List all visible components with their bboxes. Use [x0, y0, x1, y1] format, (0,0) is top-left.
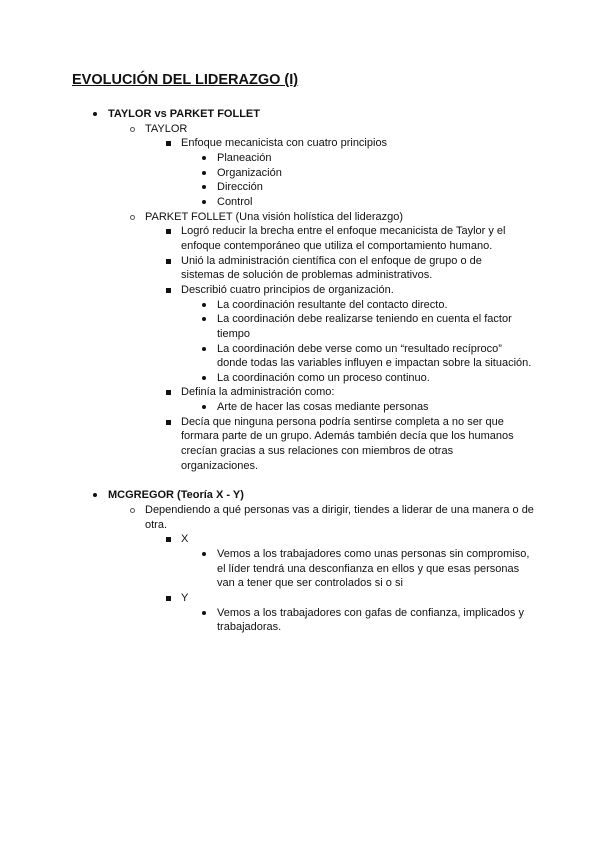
list-item-level-4: [217, 547, 532, 591]
list-item-text: Unió la administración científica con el enfoque de grupo o de sistemas de solución de problemas administrativos.: [181, 254, 482, 282]
list-item-level-4: [217, 195, 532, 210]
list-item-text: La coordinación debe verse como un “resultado recíproco” donde todas las variables influyen e impactan sobre la situación.: [217, 342, 532, 370]
list-item-text: Decía que ninguna persona podría sentirse completa a no ser que formara parte de un grupo. Además también decía que los humanos crecían gracias a sus relaciones con miembros de otras organizaciones.: [181, 415, 514, 472]
bullet-disc-icon: [93, 493, 97, 497]
list-item-level-4: [217, 312, 532, 341]
list-item-text: Arte de hacer las cosas mediante personas: [217, 401, 429, 414]
list-item-level-3: [181, 591, 526, 606]
list-item-level-4: [217, 371, 532, 386]
list-item-text: MCGREGOR (Teoría X - Y): [108, 489, 244, 502]
list-item-text: TAYLOR vs PARKET FOLLET: [108, 108, 260, 120]
list-item-level-4: [217, 606, 532, 635]
list-item-text: Vemos a los trabajadores como unas personas sin compromiso, el líder tendrá una desconfianza en ellos y que esas personas van a tener que ser controlados si o si: [217, 548, 530, 590]
list-item-level-3: [181, 415, 526, 474]
bullet-circle-icon: [130, 508, 135, 513]
bullet-disc-icon: [202, 185, 206, 189]
list-item-level-4: [217, 298, 532, 313]
bullet-square-icon: [166, 537, 171, 542]
bullet-disc-icon: [202, 611, 206, 615]
bullet-disc-icon: [202, 405, 206, 409]
bullet-disc-icon: [202, 376, 206, 380]
list-item-level-3: [181, 254, 526, 283]
list-item-level-4: [217, 180, 532, 195]
bullet-disc-icon: [202, 200, 206, 204]
list-item-text: Logró reducir la brecha entre el enfoque mecanicista de Taylor y el enfoque contemporáneo que utiliza el comportamiento humano.: [181, 225, 506, 252]
list-item-level-2: [145, 122, 535, 137]
list-item-level-4: [217, 400, 532, 415]
list-item-level-3: [181, 224, 526, 253]
list-item-text: Dependiendo a qué personas vas a dirigir, tiendes a liderar de una manera o de otra.: [145, 504, 534, 531]
list-item-level-4: [217, 151, 532, 166]
list-item-level-4: [217, 342, 532, 371]
bullet-square-icon: [166, 141, 171, 146]
bullet-disc-icon: [202, 171, 206, 175]
list-item-level-2: [145, 210, 535, 225]
bullet-disc-icon: [202, 347, 206, 351]
bullet-square-icon: [166, 259, 171, 264]
bullet-disc-icon: [93, 112, 97, 116]
list-item-text: La coordinación debe realizarse teniendo en cuenta el factor tiempo: [217, 313, 512, 340]
list-item-text: Control: [217, 195, 253, 208]
list-item-text: Describió cuatro principios de organización.: [181, 283, 394, 296]
list-item-text: Definía la administración como:: [181, 386, 335, 399]
bullet-square-icon: [166, 390, 171, 395]
list-item-text: PARKET FOLLET (Una visión holística del liderazgo): [145, 210, 404, 223]
list-item-text: La coordinación como un proceso continuo.: [217, 371, 430, 384]
bullet-disc-icon: [202, 156, 206, 160]
bullet-disc-icon: [202, 317, 206, 321]
bullet-disc-icon: [202, 303, 206, 307]
list-item-level-2: [145, 503, 535, 532]
bullet-circle-icon: [130, 215, 135, 220]
list-item-level-1: [108, 107, 528, 122]
list-item-text: Y: [181, 592, 189, 604]
list-item-level-3: [181, 283, 526, 298]
bullet-circle-icon: [130, 127, 135, 132]
list-item-text: Planeación: [217, 151, 272, 164]
bullet-disc-icon: [202, 552, 206, 556]
bullet-square-icon: [166, 420, 171, 425]
list-item-text: Enfoque mecanicista con cuatro principios: [181, 137, 388, 150]
list-item-level-3: [181, 532, 526, 547]
bullet-square-icon: [166, 596, 171, 601]
list-item-level-3: [181, 136, 526, 151]
document-title: EVOLUCIÓN DEL LIDERAZGO (I): [72, 72, 299, 88]
list-item-text: La coordinación resultante del contacto directo.: [217, 298, 448, 311]
list-item-text: TAYLOR: [145, 122, 188, 135]
outline-list: [0, 107, 600, 635]
list-item-level-4: [217, 166, 532, 181]
list-item-text: Dirección: [217, 181, 263, 194]
bullet-square-icon: [166, 288, 171, 293]
list-item-level-1: [108, 488, 528, 503]
list-item-level-3: [181, 385, 526, 400]
bullet-square-icon: [166, 229, 171, 234]
list-item-text: Vemos a los trabajadores con gafas de confianza, implicados y trabajadoras.: [217, 606, 524, 634]
list-item-text: Organización: [217, 166, 282, 179]
list-item-text: X: [181, 533, 189, 546]
